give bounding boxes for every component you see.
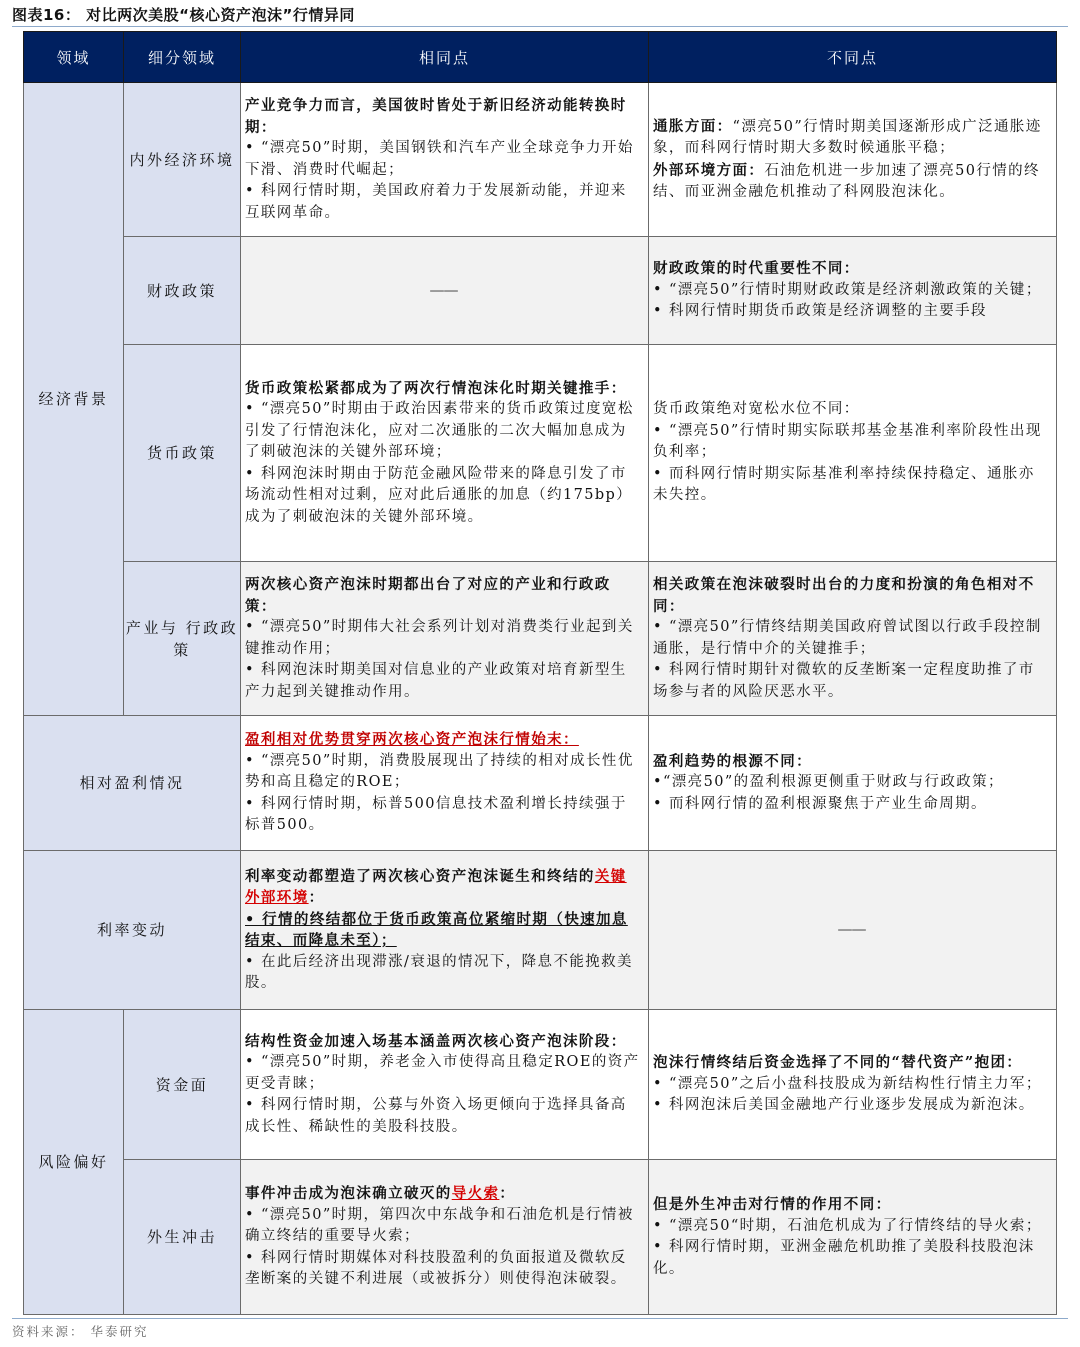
table-row bbox=[24, 716, 1057, 851]
subdomain-cell: 财政政策 bbox=[124, 237, 241, 345]
similarity-cell bbox=[241, 562, 649, 716]
bullet-line: • 科网行情时期，标普500信息技术盈利增长持续强于标普500。 bbox=[245, 795, 627, 834]
bullet-line: • “漂亮50”行情时期财政政策是经济刺激政策的关键； bbox=[653, 281, 1042, 298]
bullet-line: • 科网行情时期，美国政府着力于发展新动能，并迎来互联网革命。 bbox=[245, 183, 627, 221]
figure-title: 图表16： 对比两次美股“核心资产泡沫”行情异同 bbox=[12, 6, 355, 24]
bullet-line: • “漂亮50”行情终结期美国政府曾试图以行政手段控制通胀，是行情中介的关键推手； bbox=[653, 619, 1042, 657]
subdomain-cell: 资金面 bbox=[124, 1010, 241, 1160]
difference-heading: 财政政策的时代重要性不同： bbox=[653, 260, 860, 278]
difference-cell bbox=[649, 562, 1057, 716]
similarity-heading: 货币政策松紧都成为了两次行情泡沫化时期关键推手： bbox=[245, 379, 627, 397]
heading-suffix: ： bbox=[499, 1185, 516, 1203]
header-similarities: 相同点 bbox=[241, 32, 649, 83]
source-divider bbox=[12, 1318, 1068, 1319]
similarity-cell bbox=[241, 1160, 649, 1315]
similarity-heading: 结构性资金加速入场基本涵盖两次核心资产泡沫阶段： bbox=[245, 1032, 627, 1050]
domain-cell: 经济背景 bbox=[24, 83, 124, 716]
title-divider bbox=[12, 26, 1068, 27]
difference-heading: 相关政策在泡沫破裂时出台的力度和扮演的角色相对不同： bbox=[653, 576, 1035, 615]
bullet-line: • 科网泡沫后美国金融地产行业逐步发展成为新泡沫。 bbox=[653, 1097, 1035, 1114]
bullet-line: • 科网行情时期，亚洲金融危机助推了美股科技股泡沫化。 bbox=[653, 1239, 1035, 1277]
subdomain-line: 行政政策 bbox=[173, 618, 239, 659]
bullet-line: • “漂亮50”时期，养老金入市使得高且稳定ROE的资产更受青睐； bbox=[245, 1054, 640, 1092]
source-note: 资料来源： 华泰研究 bbox=[12, 1324, 149, 1339]
domain-cell: 相对盈利情况 bbox=[24, 716, 241, 851]
bullet-line: • “漂亮50”时期伟大社会系列计划对消费类行业起到关键推动作用； bbox=[245, 619, 634, 657]
table-row bbox=[24, 1010, 1057, 1160]
difference-heading: 泡沫行情终结后资金选择了不同的“替代资产”抱团： bbox=[653, 1054, 1023, 1072]
bullet-line: • 科网行情时期媒体对科技股盈利的负面报道及微软反垄断案的关键不利进展（或被拆分）则使得泡沫破裂。 bbox=[245, 1249, 627, 1288]
bullet-line: • 科网行情时期针对微软的反垄断案一定程度助推了市场参与者的风险厌恶水平。 bbox=[653, 662, 1035, 700]
domain-cell: 利率变动 bbox=[24, 851, 241, 1010]
difference-heading: 但是外生冲击对行情的作用不同： bbox=[653, 1196, 892, 1213]
similarity-cell bbox=[241, 1010, 649, 1160]
domain-cell: 风险偏好 bbox=[24, 1010, 124, 1315]
table-row bbox=[24, 851, 1057, 1010]
bullet-line: •“漂亮50”的盈利根源更侧重于财政与行政政策； bbox=[653, 774, 1004, 791]
similarity-heading: 产业竞争力而言，美国彼时皆处于新旧经济动能转换时期： bbox=[245, 97, 627, 136]
difference-cell-empty: —— bbox=[649, 851, 1057, 1010]
table-row bbox=[24, 562, 1057, 716]
table-row bbox=[24, 345, 1057, 562]
header-subdomain: 细分领域 bbox=[124, 32, 241, 83]
paragraph-text: 石油危机进一步加速了漂亮50行情的终结、而亚洲金融危机推动了科网股泡沫化。 bbox=[653, 162, 1040, 200]
table-row bbox=[24, 83, 1057, 237]
subdomain-cell: 外生冲击 bbox=[124, 1160, 241, 1315]
similarity-cell bbox=[241, 345, 649, 562]
difference-cell bbox=[649, 1160, 1057, 1315]
difference-cell bbox=[649, 83, 1057, 237]
bullet-line: • 而科网行情时期实际基准利率持续保持稳定、通胀亦未失控。 bbox=[653, 465, 1035, 504]
difference-cell bbox=[649, 345, 1057, 562]
difference-paragraph bbox=[653, 160, 1050, 204]
similarity-cell-empty: —— bbox=[241, 237, 649, 345]
bullet-line: • “漂亮50”之后小盘科技股成为新结构性行情主力军； bbox=[653, 1075, 1042, 1092]
paragraph-label: 外部环境方面： bbox=[653, 161, 765, 179]
paragraph-text: “漂亮50”行情时期美国逐渐形成广泛通胀迹象，而科网行情时期大多数时候通胀平稳； bbox=[653, 118, 1042, 156]
bullet-line: • “漂亮50“时期，石油危机成为了行情终结的导火索； bbox=[653, 1217, 1042, 1234]
highlighted-term: 关键外部环境 bbox=[245, 867, 627, 906]
bullet-line: • “漂亮50”时期由于政治因素带来的货币政策过度宽松引发了行情泡沫化，应对二次通胀的二次大幅加息成为了刺破泡沫的关键外部环境； bbox=[245, 401, 634, 461]
bullet-line: • 科网行情时期货币政策是经济调整的主要手段 bbox=[653, 303, 987, 320]
paragraph-label: 通胀方面： bbox=[653, 117, 733, 135]
table-row bbox=[24, 1160, 1057, 1315]
bullet-line: • 而科网行情的盈利根源聚焦于产业生命周期。 bbox=[653, 795, 987, 812]
bullet-line: • 科网泡沫时期由于防范金融风险带来的降息引发了市场流动性相对过剩，应对此后通胀的加息（约175bp）成为了刺破泡沫的关键外部环境。 bbox=[245, 465, 633, 525]
similarity-heading-highlighted: 盈利相对优势贯穿两次核心资产泡沫行情始末： bbox=[245, 731, 579, 749]
difference-heading: 盈利趋势的根源不同： bbox=[653, 752, 812, 770]
similarity-cell bbox=[241, 83, 649, 237]
bullet-line: • “漂亮50”时期，消费股展现出了持续的相对成长性优势和高且稳定的ROE； bbox=[245, 752, 634, 791]
heading-text: 事件冲击成为泡沫确立破灭的 bbox=[245, 1185, 452, 1203]
highlighted-term: 导火索 bbox=[451, 1185, 500, 1203]
difference-heading: 货币政策绝对宽松水位不同： bbox=[653, 401, 860, 418]
table-row bbox=[24, 237, 1057, 345]
similarity-cell bbox=[241, 716, 649, 851]
bullet-line: • 在此后经济出现滞涨/衰退的情况下，降息不能挽救美股。 bbox=[245, 953, 633, 991]
difference-cell bbox=[649, 237, 1057, 345]
bullet-line: • “漂亮50”时期，第四次中东战争和石油危机是行情被确立终结的重要导火索； bbox=[245, 1206, 634, 1245]
bullet-line: • 科网行情时期，公募与外资入场更倾向于选择具备高成长性、稀缺性的美股科技股。 bbox=[245, 1097, 627, 1135]
header-differences: 不同点 bbox=[649, 32, 1057, 83]
comparison-table bbox=[23, 31, 1057, 1315]
bullet-line-underlined: • 行情的终结都位于货币政策高位紧缩时期（快速加息结束、而降息未至）； bbox=[245, 910, 628, 949]
table-header-row bbox=[24, 32, 1057, 83]
difference-cell bbox=[649, 716, 1057, 851]
similarity-heading bbox=[245, 866, 642, 909]
subdomain-line: 产业与 bbox=[125, 618, 179, 637]
heading-text: 利率变动都塑造了两次核心资产泡沫诞生和终结的 bbox=[245, 867, 595, 885]
subdomain-cell: 内外经济环境 bbox=[124, 83, 241, 237]
similarity-heading bbox=[245, 1183, 642, 1205]
similarity-heading: 两次核心资产泡沫时期都出台了对应的产业和行政政策： bbox=[245, 576, 611, 615]
difference-cell bbox=[649, 1010, 1057, 1160]
similarity-cell bbox=[241, 851, 649, 1010]
subdomain-cell: 货币政策 bbox=[124, 345, 241, 562]
heading-suffix: ： bbox=[308, 889, 325, 906]
bullet-line: • 科网泡沫时期美国对信息业的产业政策对培育新型生产力起到关键推动作用。 bbox=[245, 662, 627, 700]
header-domain: 领域 bbox=[24, 32, 124, 83]
difference-paragraph bbox=[653, 116, 1050, 160]
subdomain-cell bbox=[124, 562, 241, 716]
bullet-line: • “漂亮50”时期，美国钢铁和汽车产业全球竞争力开始下滑、消费时代崛起； bbox=[245, 140, 634, 178]
bullet-line: • “漂亮50”行情时期实际联邦基金基准利率阶段性出现负利率； bbox=[653, 422, 1042, 461]
